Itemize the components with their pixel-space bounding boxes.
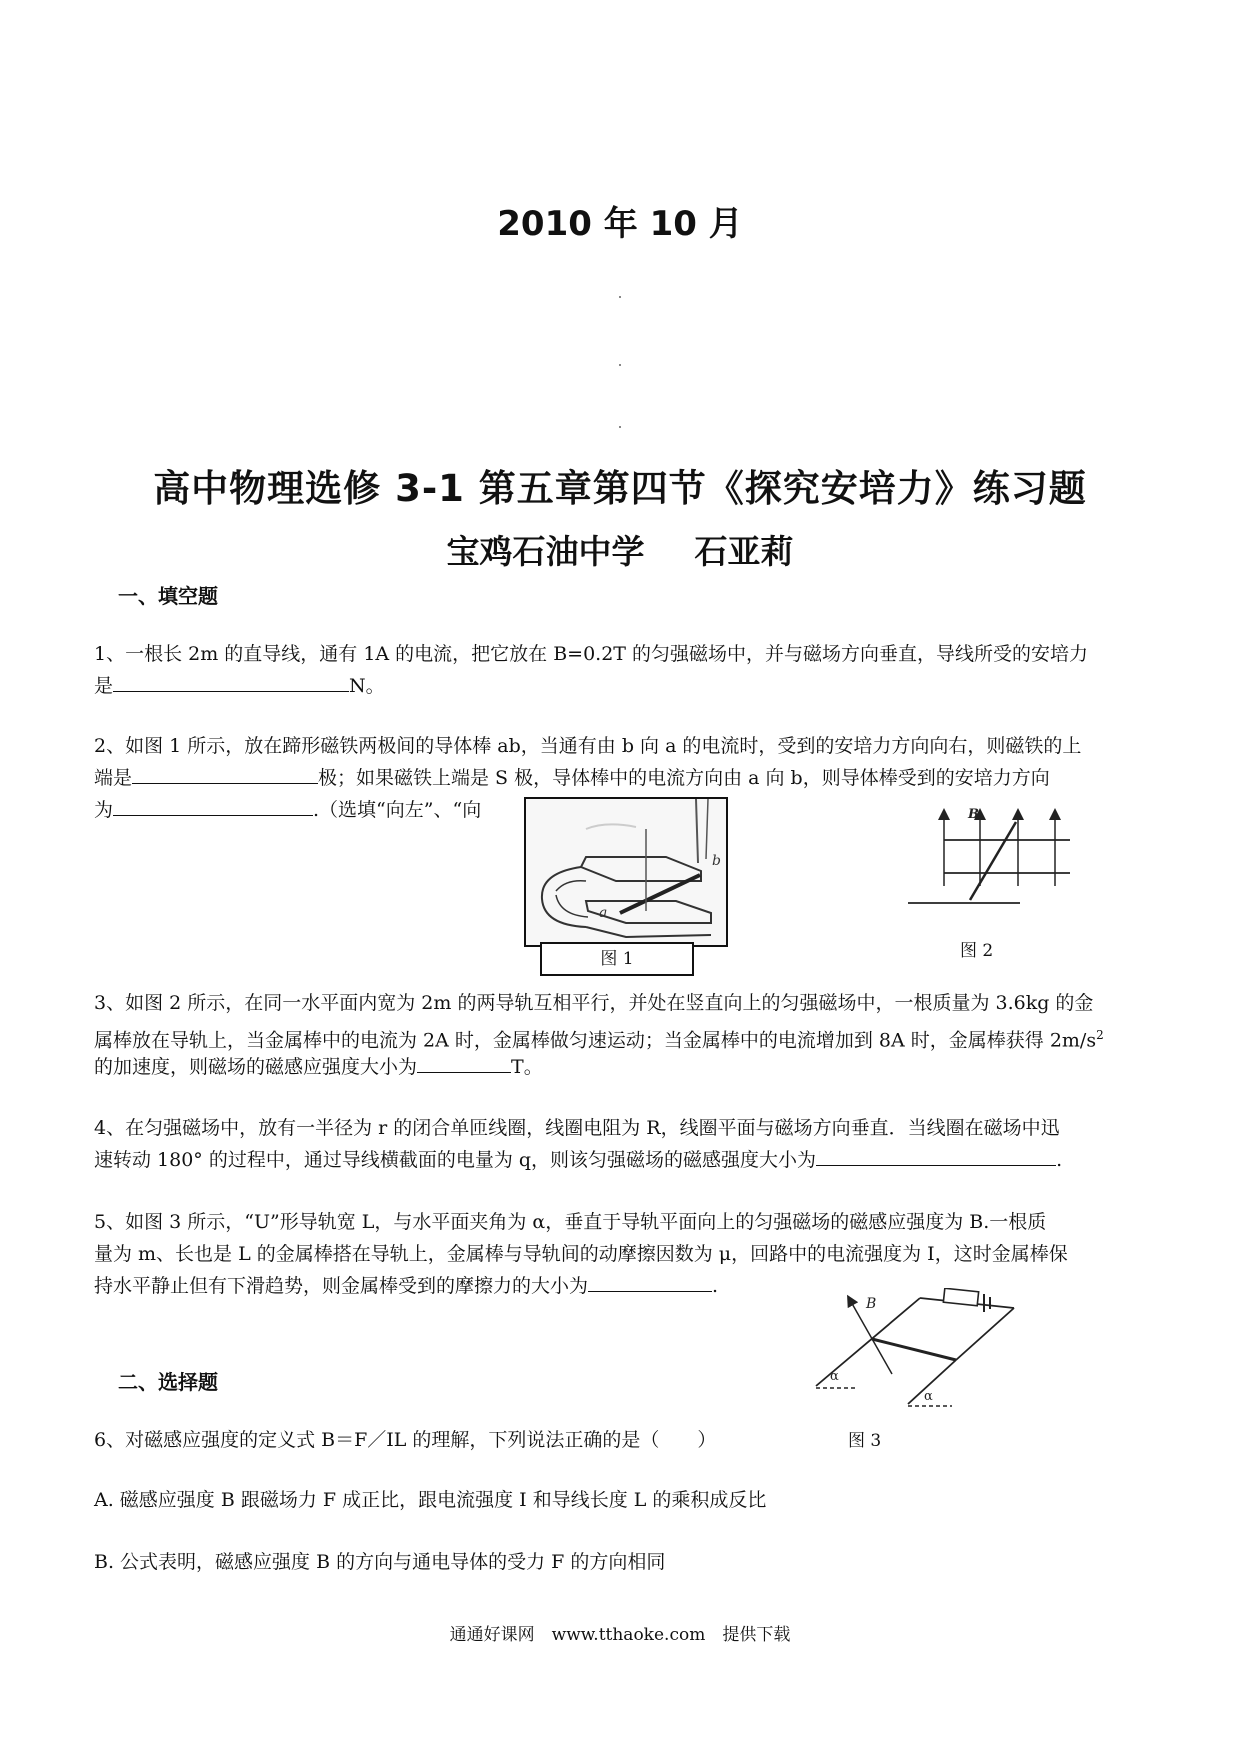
- parallel-rails-diagram: [900, 800, 1080, 910]
- figure-3-label-alpha-1: α: [830, 1369, 839, 1384]
- divider-dot: [619, 296, 621, 298]
- section-heading-fill-in: 一、填空题: [118, 584, 218, 608]
- figure-2-caption: 图 2: [960, 941, 994, 961]
- answer-blank-2a[interactable]: [132, 765, 318, 784]
- question-6-option-b: B. 公式表明，磁感应强度 B 的方向与通电导体的受力 F 的方向相同: [94, 1551, 666, 1573]
- question-2-line-3: 为 .（选填“向左”、“向: [94, 799, 482, 821]
- figure-1-magnet: [524, 797, 728, 947]
- figure-3-caption: 图 3: [848, 1431, 882, 1451]
- question-6-stem: 6、对磁感应强度的定义式 B＝F／IL 的理解，下列说法正确的是（ ）: [94, 1429, 717, 1451]
- figure-1-label-a: a: [599, 905, 608, 921]
- inclined-rail-diagram: [808, 1288, 1028, 1418]
- figure-3-incline: [808, 1288, 1028, 1418]
- page-footer: 通通好课网 www.tthaoke.com 提供下载: [449, 1625, 791, 1645]
- question-4-line-1: 4、在匀强磁场中，放有一半径为 r 的闭合单匝线圈，线圈电阻为 R，线圈平面与磁场方向垂直．当线圈在磁场中迅: [94, 1117, 1060, 1139]
- question-3-line-3: 的加速度，则磁场的磁感应强度大小为 T。: [94, 1056, 543, 1078]
- question-2-line-2: 端是 极；如果磁铁上端是 S 极，导体棒中的电流方向由 a 向 b，则导体棒受到的安培力方向: [94, 767, 1050, 789]
- section-heading-choice: 二、选择题: [118, 1370, 218, 1394]
- question-5-line-2: 量为 m、长也是 L 的金属棒搭在导轨上，金属棒与导轨间的动摩擦因数为 μ，回路中的电流强度为 I，这时金属棒保: [94, 1243, 1068, 1265]
- question-4-line-2: 速转动 180° 的过程中，通过导线横截面的电量为 q，则该匀强磁场的磁感强度大小为 .: [94, 1149, 1063, 1171]
- figure-1-caption: 图 1: [540, 942, 694, 976]
- figure-2-rails: [900, 800, 1080, 910]
- author-line: [0, 526, 1240, 573]
- document-date: 2010 年 10 月: [497, 204, 743, 244]
- question-3-line-1: 3、如图 2 所示，在同一水平面内宽为 2m 的两导轨互相平行，并处在竖直向上的匀强磁场中，一根质量为 3.6kg 的金: [94, 992, 1094, 1014]
- question-5-line-1: 5、如图 3 所示，“U”形导轨宽 L，与水平面夹角为 α，垂直于导轨平面向上的匀强磁场的磁感应强度为 B.一根质: [94, 1211, 1047, 1233]
- question-5-line-3: 持水平静止但有下滑趋势，则金属棒受到的摩擦力的大小为 .: [94, 1275, 719, 1297]
- horseshoe-magnet-diagram: [526, 799, 726, 945]
- divider-dot: [619, 364, 621, 366]
- question-6-option-a: A. 磁感应强度 B 跟磁场力 F 成正比，跟电流强度 I 和导线长度 L 的乘积成反比: [94, 1489, 767, 1511]
- document-title: 高中物理选修 3-1 第五章第四节《探究安培力》练习题: [153, 467, 1087, 510]
- figure-3-label-b: B: [866, 1296, 877, 1312]
- answer-blank-1[interactable]: [113, 673, 349, 692]
- author-name: 石亚莉: [694, 532, 794, 571]
- answer-blank-5[interactable]: [588, 1273, 712, 1292]
- question-1-line-1: 1、一根长 2m 的直导线，通有 1A 的电流，把它放在 B=0.2T 的匀强磁场中，并与磁场方向垂直，导线所受的安培力: [94, 643, 1089, 665]
- figure-1-label-b: b: [712, 853, 721, 869]
- question-3-line-2: 属棒放在导轨上，当金属棒中的电流为 2A 时，金属棒做匀速运动；当金属棒中的电流增加到 8A 时，金属棒获得 $2m/s^2$: [94, 1028, 1104, 1052]
- question-2-line-1: 2、如图 1 所示，放在蹄形磁铁两极间的导体棒 ab，当通有由 b 向 a 的电流时，受到的安培力方向向右，则磁铁的上: [94, 735, 1082, 757]
- figure-2-label-b: B: [968, 807, 979, 822]
- answer-blank-2b[interactable]: [113, 797, 313, 816]
- answer-blank-3[interactable]: [417, 1054, 511, 1073]
- divider-dot: [619, 426, 621, 428]
- school-name: 宝鸡石油中学: [446, 532, 645, 571]
- figure-3-label-alpha-2: α: [924, 1389, 933, 1404]
- question-1-line-2: 是 N。: [94, 675, 385, 697]
- answer-blank-4[interactable]: [816, 1147, 1056, 1166]
